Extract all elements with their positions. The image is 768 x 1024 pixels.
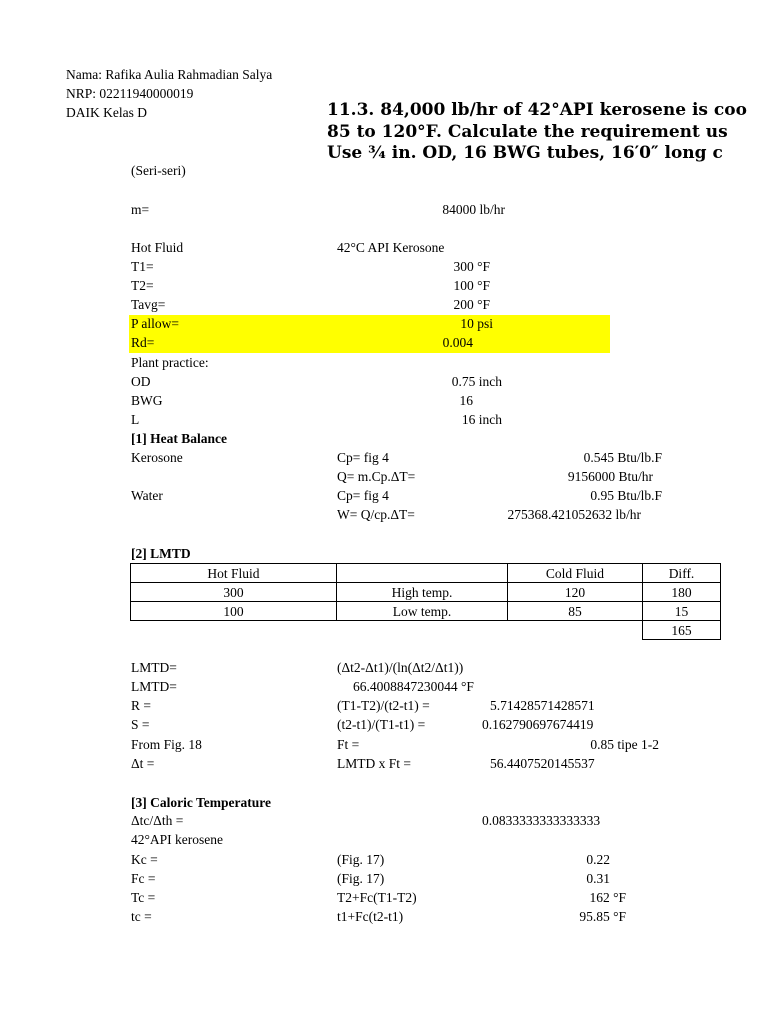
tc-cold-label: tc =: [131, 909, 152, 924]
table-row: [131, 583, 721, 602]
table-row-total: [131, 621, 721, 640]
table-header-row: [131, 564, 721, 583]
cell-cold-high: 120: [508, 583, 643, 602]
od-value: 0.75 inch: [451, 374, 502, 389]
student-class: DAIK Kelas D: [66, 105, 147, 120]
pallow-value: 10 psi: [460, 316, 493, 331]
tc-hot-label: Tc =: [131, 890, 156, 905]
lmtd-value-label: LMTD=: [131, 679, 177, 694]
cell-cold-low: 85: [508, 602, 643, 621]
lmtd-formula: (Δt2-Δt1)/(ln(Δt2/Δt1)): [337, 660, 464, 675]
t1-value: 300 °F: [453, 259, 490, 274]
dt-formula: LMTD x Ft =: [337, 756, 411, 771]
student-name: Nama: Rafika Aulia Rahmadian Salya: [66, 67, 273, 82]
col-header-cold-fluid: Cold Fluid: [508, 564, 643, 583]
col-header-blank: [337, 564, 508, 583]
problem-line-1: 11.3. 84,000 lb/hr of 42°API kerosene is coo: [327, 100, 747, 120]
cell-hot-low: 100: [131, 602, 337, 621]
problem-line-2: 85 to 120°F. Calculate the requirement us: [327, 121, 728, 142]
kc-source: (Fig. 17): [337, 852, 385, 867]
od-label: OD: [131, 374, 151, 389]
cell-label-low: Low temp.: [337, 602, 508, 621]
lmtd-table: [130, 563, 721, 640]
fc-label: Fc =: [131, 871, 156, 886]
q-value: 9156000 Btu/hr: [567, 469, 653, 484]
mode-label: (Seri-seri): [131, 163, 186, 178]
cell-diff-low: 15: [643, 602, 721, 621]
bwg-value: 16: [459, 393, 473, 408]
tc-hot-formula: T2+Fc(T1-T2): [337, 890, 417, 905]
ratio-label: Δtc/Δth =: [131, 813, 184, 828]
lmtd-value: 66.4008847230044 °F: [353, 679, 474, 694]
cell-diff-total: 165: [643, 621, 721, 640]
cp2-label: Cp= fig 4: [337, 488, 389, 503]
bwg-label: BWG: [131, 393, 163, 408]
heat-balance-title: [1] Heat Balance: [131, 431, 227, 446]
kc-label: Kc =: [131, 852, 158, 867]
lmtd-formula-label: LMTD=: [131, 660, 177, 675]
l-value: 16 inch: [461, 412, 502, 427]
fc-source: (Fig. 17): [337, 871, 385, 886]
tc-cold-value: 95.85 °F: [579, 909, 626, 924]
hot-fluid-value: 42°C API Kerosone: [337, 240, 445, 255]
highlight-pallow: [129, 315, 610, 334]
tc-cold-formula: t1+Fc(t2-t1): [337, 909, 404, 924]
m-value: 84000 lb/hr: [442, 202, 505, 217]
ft-value: 0.85 tipe 1-2: [590, 737, 659, 752]
s-value: 0.162790697674419: [482, 717, 594, 732]
kc-value: 0.22: [586, 852, 610, 867]
caloric-title: [3] Caloric Temperature: [131, 795, 271, 810]
tavg-label: Tavg=: [131, 297, 166, 312]
col-header-hot-fluid: Hot Fluid: [131, 564, 337, 583]
t2-label: T2=: [131, 278, 154, 293]
t2-value: 100 °F: [453, 278, 490, 293]
tc-hot-value: 162 °F: [589, 890, 626, 905]
fc-value: 0.31: [586, 871, 610, 886]
cp1-value: 0.545 Btu/lb.F: [583, 450, 662, 465]
r-formula: (T1-T2)/(t2-t1) =: [337, 698, 430, 713]
rd-label: Rd=: [131, 335, 155, 350]
tavg-value: 200 °F: [453, 297, 490, 312]
highlight-rd: [129, 334, 610, 353]
m-label: m=: [131, 202, 150, 217]
w-value: 275368.421052632 lb/hr: [507, 507, 641, 522]
cell-hot-high: 300: [131, 583, 337, 602]
problem-statement: [327, 100, 768, 166]
cell-label-high: High temp.: [337, 583, 508, 602]
s-label: S =: [131, 717, 150, 732]
q-label: Q= m.Cp.ΔT=: [337, 469, 416, 484]
col-header-diff: Diff.: [643, 564, 721, 583]
pallow-label: P allow=: [131, 316, 179, 331]
ft-label: Ft =: [337, 737, 360, 752]
hot-fluid-label: Hot Fluid: [131, 240, 184, 255]
w-label: W= Q/cp.ΔT=: [337, 507, 415, 522]
problem-line-3: Use ¾ in. OD, 16 BWG tubes, 16′0″ long c: [327, 143, 723, 163]
plant-practice-label: Plant practice:: [131, 355, 209, 370]
student-nrp: NRP: 02211940000019: [66, 86, 194, 101]
lmtd-title: [2] LMTD: [131, 546, 191, 561]
kerosone-label: Kerosone: [131, 450, 183, 465]
cp1-label: Cp= fig 4: [337, 450, 389, 465]
water-label: Water: [131, 488, 163, 503]
table-row: [131, 602, 721, 621]
dt-value: 56.4407520145537: [490, 756, 595, 771]
cp2-value: 0.95 Btu/lb.F: [590, 488, 662, 503]
t1-label: T1=: [131, 259, 154, 274]
cell-diff-high: 180: [643, 583, 721, 602]
s-formula: (t2-t1)/(T1-t1) =: [337, 717, 426, 732]
rd-value: 0.004: [442, 335, 473, 350]
dt-label: Δt =: [131, 756, 155, 771]
r-value: 5.71428571428571: [490, 698, 595, 713]
l-label: L: [131, 412, 140, 427]
r-label: R =: [131, 698, 151, 713]
caloric-fluid: 42°API kerosene: [131, 832, 224, 847]
fig18-label: From Fig. 18: [131, 737, 202, 752]
ratio-value: 0.0833333333333333: [482, 813, 601, 828]
